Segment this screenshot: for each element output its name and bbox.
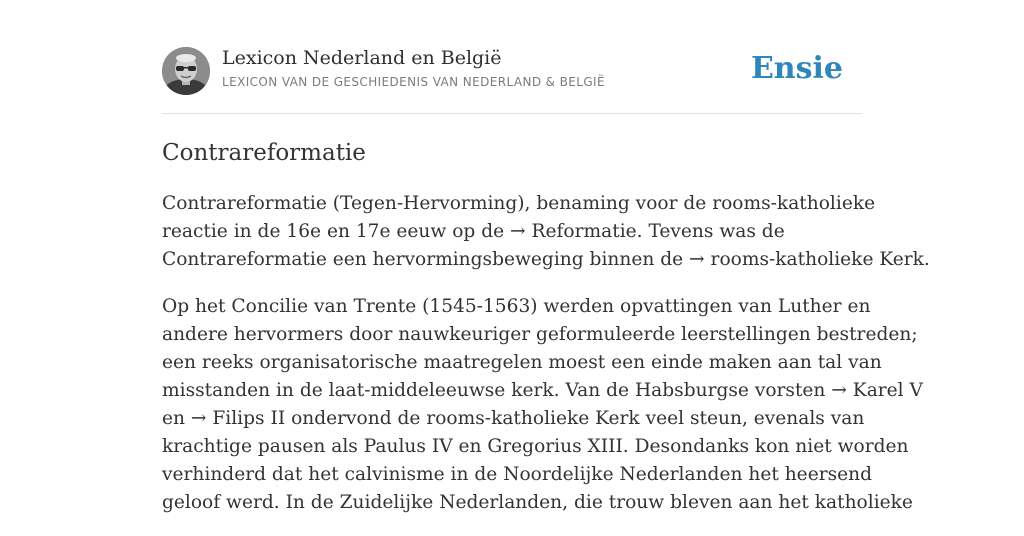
site-title[interactable]: Lexicon Nederland en België	[222, 47, 502, 69]
paragraph-line: een reeks organisatorische maatregelen moest een einde maken aan tal van	[162, 352, 882, 373]
paragraph-line: krachtige pausen als Paulus IV en Gregorius XIII. Desondanks kon niet worden	[162, 436, 909, 457]
avatar-portrait-icon	[162, 47, 210, 95]
page-container	[162, 0, 930, 513]
paragraph-line: reactie in de 16e en 17e eeuw op de → Reformatie. Tevens was de	[162, 221, 785, 242]
author-avatar[interactable]	[162, 47, 210, 95]
paragraph-line: Op het Concilie van Trente (1545-1563) werden opvattingen van Luther en	[162, 296, 871, 317]
site-subtitle: LEXICON VAN DE GESCHIEDENIS VAN NEDERLAND & BELGIË	[222, 75, 605, 89]
site-header	[162, 0, 862, 114]
paragraph-line: verhinderd dat het calvinisme in de Noordelijke Nederlanden het heersend	[162, 464, 873, 485]
paragraph-line: Contrareformatie een hervormingsbeweging binnen de → rooms-katholieke Kerk.	[162, 249, 930, 270]
article-paragraph	[162, 293, 923, 517]
paragraph-line: andere hervormers door nauwkeuriger geformuleerde leerstellingen bestreden;	[162, 324, 918, 345]
article-paragraph	[162, 190, 930, 274]
brand-logo[interactable]: Ensie	[750, 51, 843, 86]
paragraph-line: Contrareformatie (Tegen-Hervorming), benaming voor de rooms-katholieke	[162, 193, 876, 214]
paragraph-line: misstanden in de laat-middeleeuwse kerk. Van de Habsburgse vorsten → Karel V	[162, 380, 923, 401]
paragraph-line: geloof werd. In de Zuidelijke Nederlanden, die trouw bleven aan het katholieke	[162, 492, 913, 513]
article-body	[162, 190, 930, 536]
paragraph-line: en → Filips II ondervond de rooms-katholieke Kerk veel steun, evenals van	[162, 408, 865, 429]
article-title: Contrareformatie	[162, 140, 366, 166]
